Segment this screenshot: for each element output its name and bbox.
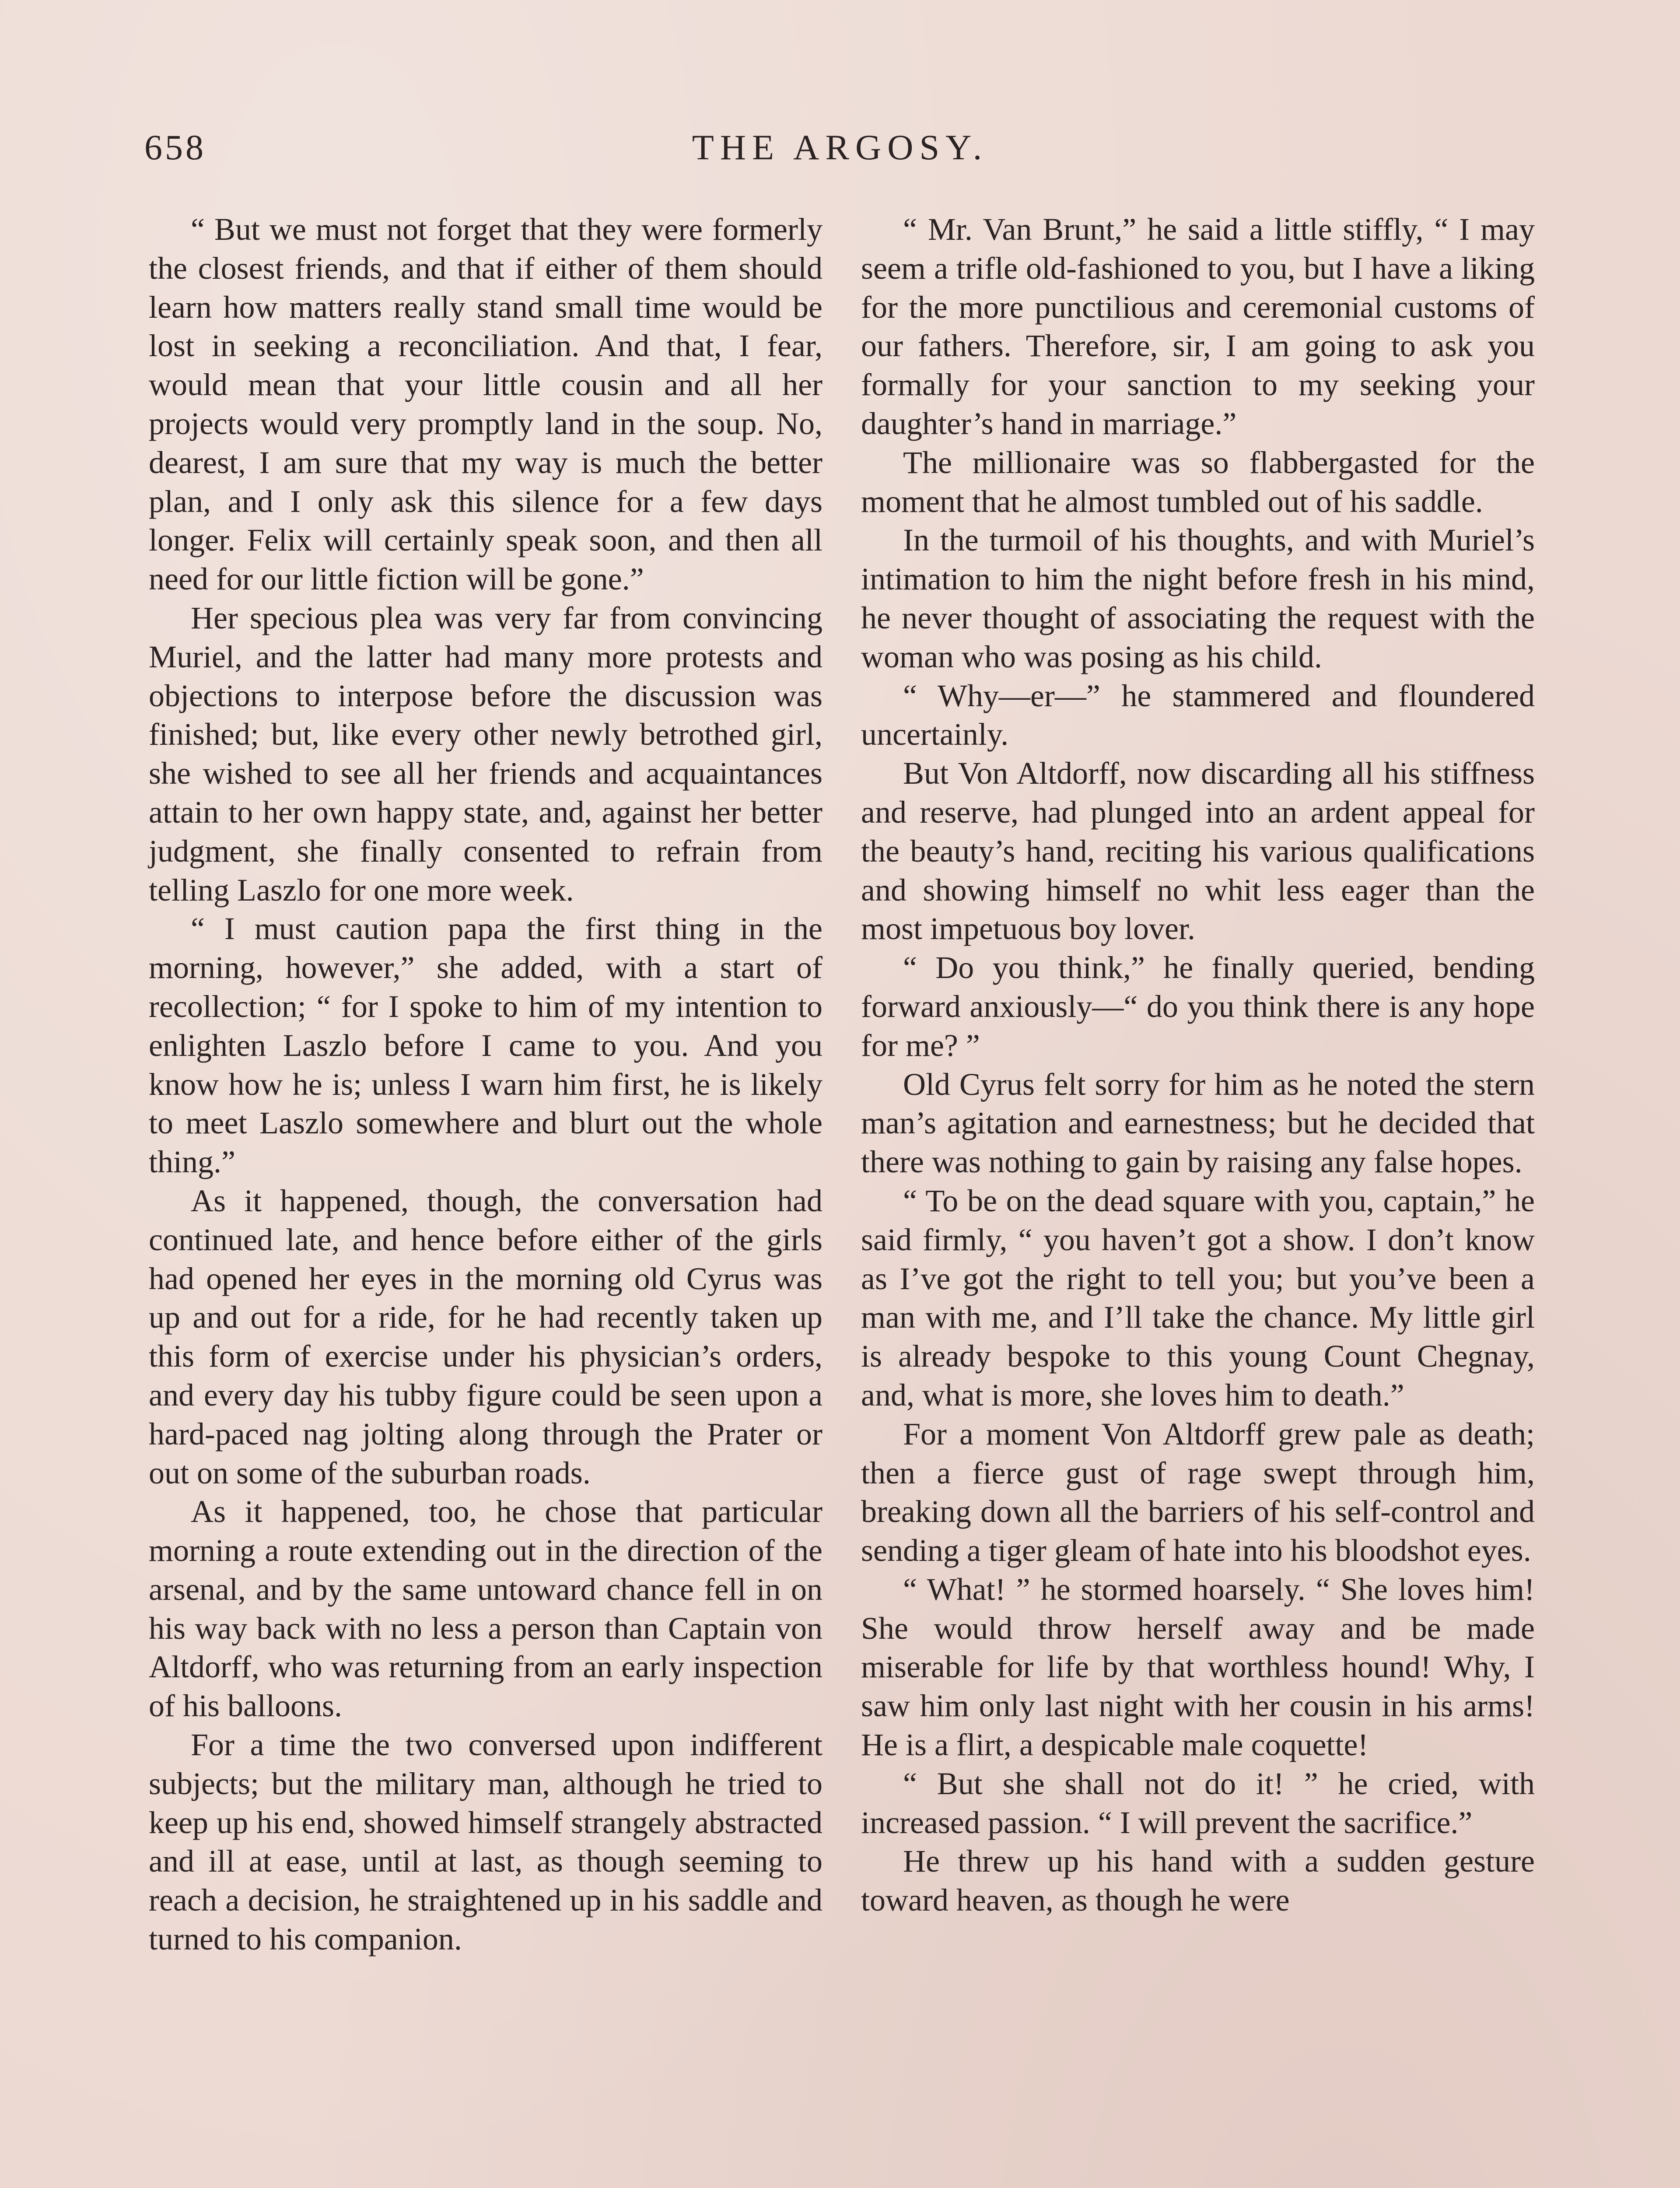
running-title: THE ARGOSY. (692, 127, 988, 167)
paragraph: “ Do you think,” he finally queried, bending forward anxiously—“ do you think there is any hope for me? ” (861, 950, 1535, 1063)
paragraph: “ To be on the dead square with you, captain,” he said firmly, “ you haven’t got a show. I don’t know as I’ve got the right to tell you; but you’ve been a man with me, and I’ll take the chance. My little girl is already bespoke to this young Count Chegnay, and, what is more, she loves him to death.” (861, 1183, 1535, 1413)
paragraph: He threw up his hand with a sudden gesture toward heaven, as though he were (861, 1844, 1535, 1918)
paragraph: “ I must caution papa the first thing in the morning, however,” she added, with a start of recollection; “ for I spoke to him of my intention to enlighten Laszlo before I came to you. And you know how he is; unless I warn him first, he is likely to meet Laszlo somewhere and blurt out the whole thing.” (149, 911, 822, 1180)
paragraph: In the turmoil of his thoughts, and with Muriel’s intimation to him the night before fresh in his mind, he never thought of associating the request with the woman who was posing as his child. (861, 522, 1535, 674)
paragraph: “ But she shall not do it! ” he cried, with increased passion. “ I will prevent the sacrifice.” (861, 1766, 1535, 1840)
paragraph: “ Why—er—” he stammered and floundered uncertainly. (861, 678, 1535, 752)
page-number: 658 (144, 127, 206, 167)
left-column (149, 210, 822, 1959)
paragraph: “ But we must not forget that they were formerly the closest friends, and that if either of them should learn how matters really stand small time would be lost in seeking a reconciliation. And that, I fear, would mean that your little cousin and all her projects would very promptly land in the soup. No, dearest, I am sure that my way is much the better plan, and I only ask this silence for a few days longer. Felix will certainly speak soon, and then all need for our little fiction will be gone.” (149, 212, 822, 597)
paragraph: The millionaire was so flabbergasted for the moment that he almost tumbled out of his saddle. (861, 445, 1535, 519)
paragraph: For a moment Von Altdorff grew pale as death; then a fierce gust of rage swept through him, breaking down all the barriers of his self-control and sending a tiger gleam of hate into his bloodshot eyes. (861, 1416, 1535, 1568)
paragraph: “ Mr. Van Brunt,” he said a little stiffly, “ I may seem a trifle old-fashioned to you, but I have a liking for the more punctilious and ceremonial customs of our fathers. Therefore, sir, I am going to ask you formally for your sanction to my seeking your daughter’s hand in marriage.” (861, 212, 1535, 441)
page-header (144, 127, 1536, 179)
paragraph: For a time the two conversed upon indifferent subjects; but the military man, although he tried to keep up his end, showed himself strangely abstracted and ill at ease, until at last, as though seeming to reach a decision, he straightened up in his saddle and turned to his companion. (149, 1727, 822, 1957)
right-column (861, 210, 1535, 1920)
paragraph: Old Cyrus felt sorry for him as he noted the stern man’s agitation and earnestness; but he decided that there was nothing to gain by raising any false hopes. (861, 1066, 1535, 1180)
paragraph: Her specious plea was very far from convincing Muriel, and the latter had many more protests and objections to interpose before the discussion was finished; but, like every other newly betrothed girl, she wished to see all her friends and acquaintances attain to her own happy state, and, against her better judgment, she finally consented to refrain from telling Laszlo for one more week. (149, 600, 822, 908)
paragraph: “ What! ” he stormed hoarsely. “ She loves him! She would throw herself away and be made miserable for life by that worthless hound! Why, I saw him only last night with her cousin in his arms! He is a flirt, a despicable male coquette! (861, 1571, 1535, 1763)
paragraph: But Von Altdorff, now discarding all his stiffness and reserve, had plunged into an ardent appeal for the beauty’s hand, reciting his various qualifications and showing himself no whit less eager than the most impetuous boy lover. (861, 756, 1535, 947)
paragraph: As it happened, though, the conversation had continued late, and hence before either of the girls had opened her eyes in the morning old Cyrus was up and out for a ride, for he had recently taken up this form of exercise under his physician’s orders, and every day his tubby figure could be seen upon a hard-paced nag jolting along through the Prater or out on some of the suburban roads. (149, 1183, 822, 1490)
paragraph: As it happened, too, he chose that particular morning a route extending out in the direction of the arsenal, and by the same untoward chance fell in on his way back with no less a person than Captain von Altdorff, who was returning from an early inspection of his balloons. (149, 1494, 822, 1724)
